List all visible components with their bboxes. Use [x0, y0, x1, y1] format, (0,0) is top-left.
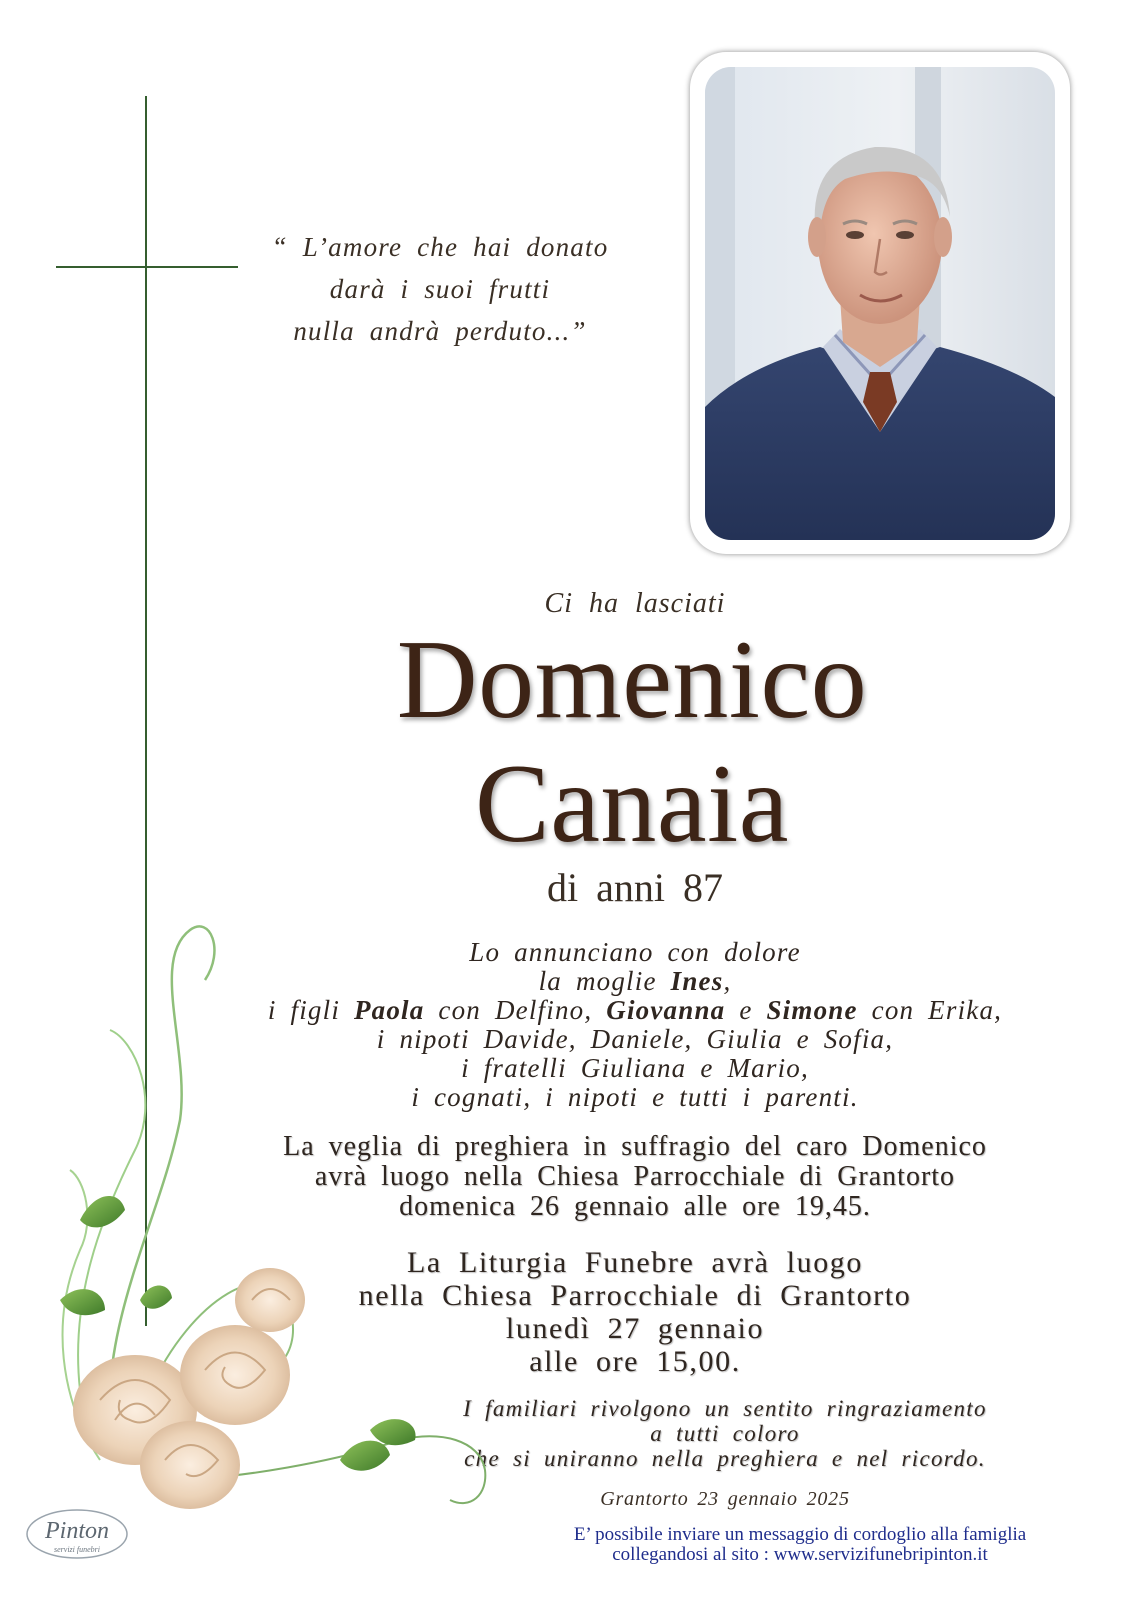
cross-horizontal	[56, 266, 238, 268]
family-line: Lo annunciano con dolore	[469, 937, 801, 967]
child-name: Paola	[353, 995, 425, 1025]
svg-text:Pinton: Pinton	[45, 1518, 109, 1544]
wife-name: Ines	[670, 966, 724, 996]
place-date: Grantorto 23 gennaio 2025	[600, 1488, 850, 1510]
funeral-line: lunedì 27 gennaio	[505, 1312, 765, 1345]
portrait-photo	[705, 67, 1055, 540]
child-name: Giovanna	[606, 995, 726, 1025]
vigil-line: avrà luogo nella Chiesa Parrocchiale di Grantorto	[314, 1161, 956, 1192]
roses-decoration	[40, 920, 520, 1580]
quote-line: “ L’amore che hai donato	[271, 232, 609, 262]
funeral-line: alle ore 15,00.	[529, 1345, 741, 1378]
first-name: Domenico	[396, 618, 868, 742]
website-link[interactable]: collegandosi al sito : www.servizifunebripinton.it	[612, 1544, 988, 1565]
vigil-line: domenica 26 gennaio alle ore 19,45.	[399, 1191, 871, 1222]
quote	[230, 226, 650, 352]
intro-text: Ci ha lasciati	[544, 588, 726, 619]
child-name: Simone	[766, 995, 858, 1025]
quote-line: nulla andrà perduto...”	[293, 316, 587, 346]
family-line: i fratelli Giuliana e Mario,	[461, 1053, 809, 1083]
last-name: Canaia	[475, 742, 789, 866]
footer-line: E’ possibile inviare un messaggio di cordoglio alla famiglia	[573, 1524, 1027, 1545]
thanks-line: I familiari rivolgono un sentito ringraziamento	[463, 1396, 987, 1421]
condolence-footer	[520, 1525, 1080, 1565]
family-line: i nipoti Davide, Daniele, Giulia e Sofia,	[376, 1024, 894, 1054]
pinton-logo	[22, 1500, 132, 1564]
quote-line: darà i suoi frutti	[329, 274, 551, 304]
funeral-line: La Liturgia Funebre avrà luogo	[407, 1246, 863, 1279]
thanks-line: che si uniranno nella preghiera e nel ricordo.	[464, 1446, 986, 1471]
family-line: la moglie Ines,	[538, 966, 732, 996]
thanks-line: a tutti coloro	[650, 1421, 800, 1446]
funeral-line: nella Chiesa Parrocchiale di Grantorto	[358, 1279, 912, 1312]
svg-text:servizi funebri: servizi funebri	[54, 1545, 100, 1554]
family-line: i figli Paola con Delfino, Giovanna e Simone con Erika,	[267, 995, 1003, 1025]
vigil-line: La veglia di preghiera in suffragio del caro Domenico	[283, 1131, 987, 1162]
family-line: i cognati, i nipoti e tutti i parenti.	[411, 1082, 859, 1112]
age: di anni 87	[547, 865, 723, 910]
